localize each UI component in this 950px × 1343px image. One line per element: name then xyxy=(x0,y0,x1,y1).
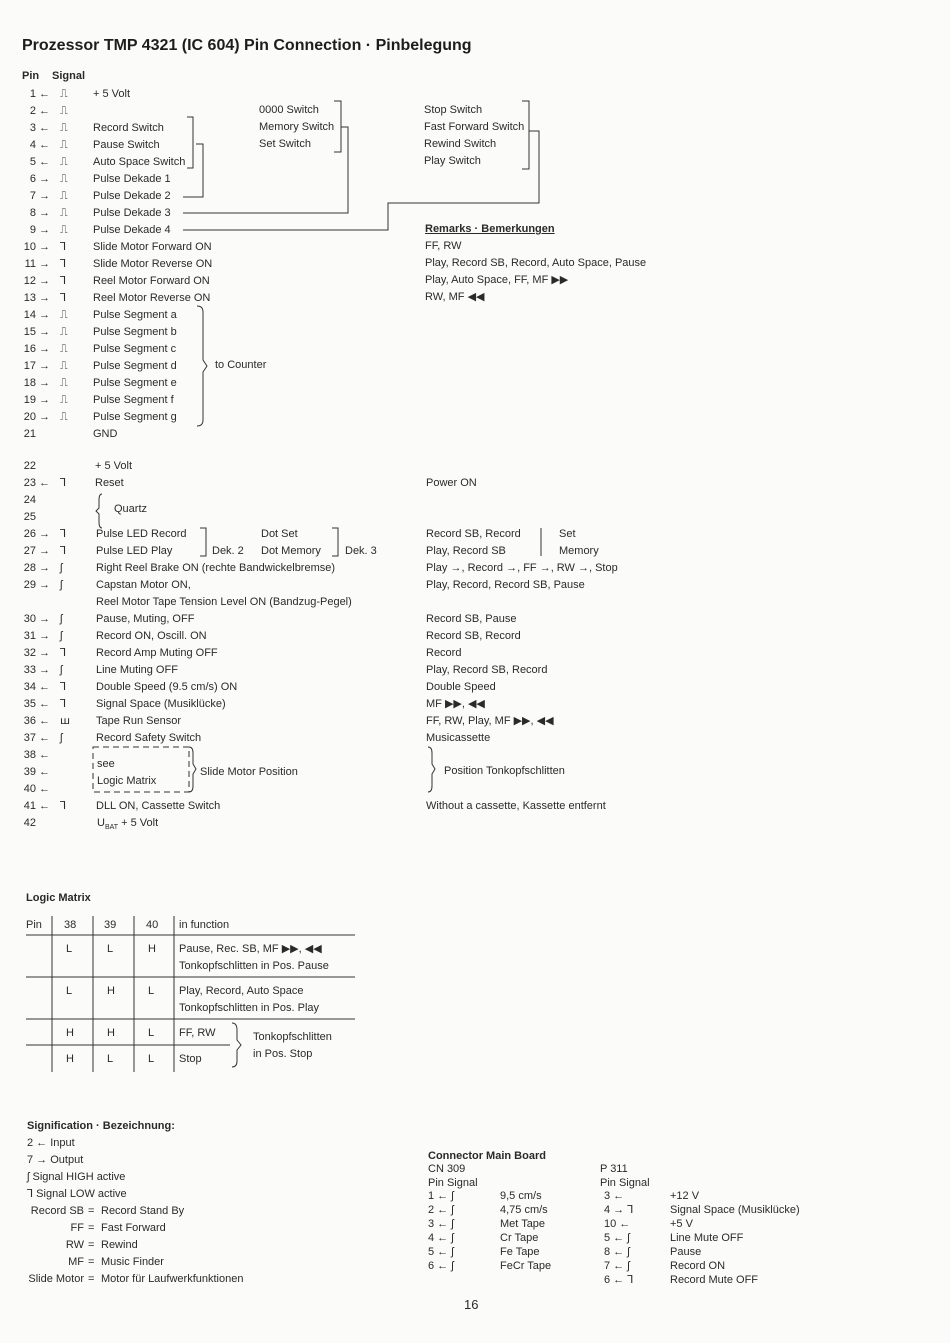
pin-direction-icon: → xyxy=(39,292,50,304)
pin-number: 33 xyxy=(23,664,36,676)
to-counter-label: to Counter xyxy=(215,359,267,371)
pin-number: 15 xyxy=(23,326,36,338)
pulse-signal-icon: ⎍ xyxy=(60,360,68,372)
pin-direction-icon: ← xyxy=(39,88,50,100)
pin-direction-icon: ← xyxy=(39,766,50,778)
pin-header: Pin xyxy=(22,70,40,82)
sig-line: 7 → Output xyxy=(27,1154,84,1166)
cn309-pin: 6 ← ʃ xyxy=(428,1260,454,1272)
signal-header: Signal xyxy=(52,70,86,82)
pin-number: 7 xyxy=(29,190,36,202)
slide-motor-position: Slide Motor Position xyxy=(200,766,298,778)
pin-number: 41 xyxy=(23,800,36,812)
remark-line: RW, MF ◀◀ xyxy=(425,291,485,303)
lm-header-40: 40 xyxy=(146,919,159,931)
memory-label: Memory xyxy=(559,545,599,557)
cn309-signal: Fe Tape xyxy=(500,1246,540,1258)
lm-header-39: 39 xyxy=(104,919,117,931)
pin-signal-label: Pulse Dekade 3 xyxy=(93,207,171,219)
pin-signal-label: Pause Switch xyxy=(93,139,160,151)
remark-line: Play, Record SB, Record, Auto Space, Pause xyxy=(425,257,647,269)
p311-pin: 4 → Ꞁ xyxy=(604,1204,634,1216)
remark-line: FF, RW xyxy=(425,240,462,252)
remark-line: Play, Auto Space, FF, MF ▶▶ xyxy=(425,274,569,286)
pin-direction-icon: ← xyxy=(39,749,50,761)
pin-direction-icon: → xyxy=(39,258,50,270)
page-number: 16 xyxy=(464,1297,479,1312)
ubat-line: $U_{BAT} + 5$ Volt xyxy=(97,817,159,832)
pin-signal-label: Reset xyxy=(95,477,124,489)
set-label: Set xyxy=(559,528,576,540)
p311-signal: Line Mute OFF xyxy=(670,1232,744,1244)
pulse-signal-icon: ⎍ xyxy=(60,309,68,321)
pulse-signal-icon: ʃ xyxy=(60,630,63,642)
logic-box-label: Logic Matrix xyxy=(97,775,157,787)
lm-function: Stop xyxy=(179,1053,202,1065)
cn309-pin: 1 ← ʃ xyxy=(428,1190,454,1202)
p311-signal: Record Mute OFF xyxy=(670,1274,759,1286)
cn309-signal: 4,75 cm/s xyxy=(500,1204,548,1216)
pin-number: 14 xyxy=(23,309,36,321)
pulse-signal-icon: ʃ xyxy=(60,613,63,625)
p311-signal: +12 V xyxy=(670,1190,700,1202)
pulse-signal-icon: ⎍ xyxy=(60,207,68,219)
pulse-signal-icon: ⎍ xyxy=(60,377,68,389)
lm-header-pin: Pin xyxy=(26,919,42,931)
cn309-pin: 2 ← ʃ xyxy=(428,1204,454,1216)
pulse-signal-icon: Ꞁ xyxy=(60,647,67,659)
pin-number: 24 xyxy=(23,494,36,506)
pulse-signal-icon: Ꞁ xyxy=(60,681,67,693)
pulse-signal-icon: ʃ xyxy=(60,579,63,591)
pin-number: 42 xyxy=(23,817,36,829)
quartz-label: Quartz xyxy=(114,503,148,515)
pin-direction-icon: ← xyxy=(39,715,50,727)
pin-number: 4 xyxy=(29,139,36,151)
lm-function-detail: Tonkopfschlitten in Pos. Play xyxy=(179,1002,320,1014)
logic-box-see: see xyxy=(97,758,115,770)
abbr-eq: = xyxy=(88,1239,95,1251)
pin-number: 16 xyxy=(23,343,36,355)
page-title: Prozessor TMP 4321 (IC 604) Pin Connection · Pinbelegung xyxy=(22,37,472,54)
cn309-signal: 9,5 cm/s xyxy=(500,1190,542,1202)
logic-matrix-title: Logic Matrix xyxy=(26,892,91,904)
pulse-signal-icon: ʃ xyxy=(60,562,63,574)
pin-signal-label: Pulse Segment g xyxy=(93,411,177,423)
pin-direction-icon: → xyxy=(39,377,50,389)
pin-direction-icon: → xyxy=(39,545,50,557)
lm-cell-39: H xyxy=(107,985,115,997)
pin-direction-icon: → xyxy=(39,647,50,659)
pin-number: 40 xyxy=(23,783,36,795)
sig-line: 2 ← Input xyxy=(27,1137,75,1149)
pin-number: 11 xyxy=(24,258,36,270)
cn309-pin: 3 ← ʃ xyxy=(428,1218,454,1230)
pulse-signal-icon: ⎍ xyxy=(60,139,68,151)
pin-direction-icon: ← xyxy=(39,477,50,489)
remark-line: MF ▶▶, ◀◀ xyxy=(426,698,485,710)
pulse-signal-icon: ⎍ xyxy=(60,105,68,117)
pulse-signal-icon: Ꞁ xyxy=(60,275,67,287)
pin-direction-icon: → xyxy=(39,579,50,591)
switch-memory: Memory Switch xyxy=(259,121,335,133)
pulse-signal-icon: Ꞁ xyxy=(60,258,67,270)
dek3-label: Dek. 3 xyxy=(345,545,377,557)
pin-number: 6 xyxy=(29,173,36,185)
p311-signal: Record ON xyxy=(670,1260,726,1272)
lm-cell-40: L xyxy=(148,985,155,997)
switch-0000: 0000 Switch xyxy=(259,104,319,116)
pin-number: 17 xyxy=(23,360,36,372)
lm-header-function: in function xyxy=(179,919,230,931)
pin-signal-label: Reel Motor Forward ON xyxy=(93,275,210,287)
pulse-signal-icon: Ꞁ xyxy=(60,800,67,812)
pulse-signal-icon: Ꞁ xyxy=(60,292,67,304)
pin-number: 19 xyxy=(23,394,36,406)
cn309-label: CN 309 xyxy=(428,1163,466,1175)
p311-signal: Signal Space (Musiklücke) xyxy=(670,1204,800,1216)
p311-label: P 311 xyxy=(600,1163,628,1175)
p311-pin: 6 ← Ꞁ xyxy=(604,1274,634,1286)
pulse-signal-icon: ⎍ xyxy=(60,190,68,202)
pin-signal-label: Pulse Segment b xyxy=(93,326,177,338)
abbr-eq: = xyxy=(88,1273,95,1285)
pin-number: 21 xyxy=(23,428,36,440)
pin-direction-icon: ← xyxy=(39,105,50,117)
pin-signal-label: Line Muting OFF xyxy=(96,664,178,676)
lm-brace-note1: Tonkopfschlitten xyxy=(253,1031,332,1043)
sig-line: ʃ Signal HIGH active xyxy=(27,1171,126,1183)
lm-cell-40: H xyxy=(148,943,156,955)
abbr-value: Fast Forward xyxy=(101,1222,166,1234)
lm-cell-38: L xyxy=(66,943,73,955)
pulse-signal-icon: Ꞁ xyxy=(60,477,67,489)
pin-number: 36 xyxy=(23,715,36,727)
pin-number: 23 xyxy=(23,477,36,489)
switch-stop: Stop Switch xyxy=(424,104,483,116)
pin-signal-label: Pulse Segment a xyxy=(93,309,177,321)
pin-signal-label: Pulse LED Play xyxy=(96,545,173,557)
pin-signal-label: Slide Motor Reverse ON xyxy=(93,258,213,270)
p311-signal: Pause xyxy=(670,1246,702,1258)
lm-cell-38: H xyxy=(66,1053,74,1065)
pin-number: 31 xyxy=(23,630,36,642)
pin-signal-label: Pulse Segment e xyxy=(93,377,177,389)
pin-direction-icon: ← xyxy=(39,156,50,168)
pin-direction-icon: → xyxy=(39,326,50,338)
pin-number: 2 xyxy=(29,105,36,117)
p311-pin: 5 ← ʃ xyxy=(604,1232,630,1244)
pin-direction-icon: → xyxy=(39,173,50,185)
switch-set: Set Switch xyxy=(259,138,311,150)
pin-signal-label: Pulse Dekade 1 xyxy=(93,173,171,185)
abbr-eq: = xyxy=(88,1222,95,1234)
remarks-heading: Remarks · Bemerkungen xyxy=(425,223,555,235)
pin-direction-icon: → xyxy=(39,309,50,321)
remark-line: Musicassette xyxy=(426,732,491,744)
lm-cell-38: H xyxy=(66,1027,74,1039)
lm-function: Pause, Rec. SB, MF ▶▶, ◀◀ xyxy=(179,943,322,955)
pin-direction-icon: → xyxy=(39,562,50,574)
lm-cell-39: H xyxy=(107,1027,115,1039)
pin-number: 22 xyxy=(23,460,36,472)
pin-direction-icon: → xyxy=(39,394,50,406)
abbr-value: Motor für Laufwerkfunktionen xyxy=(101,1273,244,1285)
pin-signal-label: Slide Motor Forward ON xyxy=(93,241,212,253)
abbr-key: Record SB xyxy=(30,1205,84,1217)
remark-line: Play, Record, Record SB, Pause xyxy=(426,579,585,591)
pin-signal-label: Pause, Muting, OFF xyxy=(96,613,195,625)
pin-direction-icon: ← xyxy=(39,681,50,693)
lm-function-detail: Tonkopfschlitten in Pos. Pause xyxy=(179,960,329,972)
pin-signal-label: Right Reel Brake ON (rechte Bandwickelbremse) xyxy=(96,562,336,574)
pin-number: 12 xyxy=(23,275,36,287)
lm-cell-38: L xyxy=(66,985,73,997)
pulse-signal-icon: ⎍ xyxy=(60,224,68,236)
pin-signal-label: Double Speed (9.5 cm/s) ON xyxy=(96,681,238,693)
pin-number: 30 xyxy=(23,613,36,625)
pin-signal-label: Tape Run Sensor xyxy=(96,715,181,727)
pin-direction-icon: → xyxy=(39,664,50,676)
pin-signal-label: Pulse Segment f xyxy=(93,394,174,406)
pin-signal-label: DLL ON, Cassette Switch xyxy=(96,800,221,812)
pin-direction-icon: → xyxy=(39,343,50,355)
abbr-value: Rewind xyxy=(101,1239,138,1251)
pin-direction-icon: → xyxy=(39,630,50,642)
pin-number: 5 xyxy=(29,156,36,168)
pin-signal-label: Pulse Segment d xyxy=(93,360,177,372)
remark-line: Record SB, Pause xyxy=(426,613,517,625)
pin-number: 35 xyxy=(23,698,36,710)
pulse-signal-icon: Ꞁ xyxy=(60,528,67,540)
cn309-signal: Cr Tape xyxy=(500,1232,539,1244)
pulse-signal-icon: ʃ xyxy=(60,732,63,744)
p311-pin: 7 ← ʃ xyxy=(604,1260,630,1272)
pin-signal-label: + 5 Volt xyxy=(93,88,131,100)
connector-title: Connector Main Board xyxy=(428,1150,546,1162)
abbr-value: Music Finder xyxy=(101,1256,164,1268)
pin-number: 1 xyxy=(29,88,36,100)
pin-direction-icon: ← xyxy=(39,800,50,812)
pulse-signal-icon: Ꞁ xyxy=(60,241,67,253)
pin-signal-label: Capstan Motor ON, xyxy=(96,579,191,591)
pin-direction-icon: → xyxy=(39,241,50,253)
position-tonkopf: Position Tonkopfschlitten xyxy=(444,765,565,777)
abbr-value: Record Stand By xyxy=(101,1205,185,1217)
pin-signal-label: Signal Space (Musiklücke) xyxy=(96,698,226,710)
pin-direction-icon: → xyxy=(39,275,50,287)
remark-line: Play, Record SB, Record xyxy=(426,664,548,676)
lm-function: Play, Record, Auto Space xyxy=(179,985,304,997)
pin-direction-icon: → xyxy=(39,207,50,219)
pin-signal-label: Pulse Dekade 4 xyxy=(93,224,171,236)
pulse-signal-icon: ⎍ xyxy=(60,343,68,355)
pulse-signal-icon: ⎍ xyxy=(60,394,68,406)
lm-cell-39: L xyxy=(107,943,114,955)
pin-signal-label: GND xyxy=(93,428,118,440)
pin-number: 37 xyxy=(23,732,36,744)
abbr-eq: = xyxy=(88,1205,95,1217)
pin-direction-icon: ← xyxy=(39,783,50,795)
pin-number: 26 xyxy=(23,528,36,540)
pin-number: 13 xyxy=(23,292,36,304)
pin-number: 8 xyxy=(29,207,36,219)
pin-signal-label: Pulse LED Record xyxy=(96,528,187,540)
abbr-eq: = xyxy=(88,1256,95,1268)
p311-pin: 10 ← xyxy=(604,1218,631,1230)
abbr-key: FF xyxy=(70,1222,84,1234)
pin-direction-icon: ← xyxy=(39,139,50,151)
pin-direction-icon: → xyxy=(39,528,50,540)
lm-brace-note2: in Pos. Stop xyxy=(253,1048,313,1060)
pulse-signal-icon: ⎍ xyxy=(60,122,68,134)
cn309-pin: 4 ← ʃ xyxy=(428,1232,454,1244)
pin-number: 20 xyxy=(23,411,36,423)
pulse-signal-icon: ⎍ xyxy=(60,88,68,100)
sig-line: Ꞁ Signal LOW active xyxy=(27,1188,127,1200)
pin-number: 29 xyxy=(23,579,36,591)
dot-set-label: Dot Set xyxy=(261,528,298,540)
pin-direction-icon: ← xyxy=(39,732,50,744)
pin-number: 3 xyxy=(29,122,36,134)
dot-memory-label: Dot Memory xyxy=(261,545,321,557)
pulse-signal-icon: ⎍ xyxy=(60,326,68,338)
pin-number: 25 xyxy=(23,511,36,523)
pin-number: 18 xyxy=(23,377,36,389)
cn309-pin-signal: Pin Signal xyxy=(428,1177,478,1189)
pin-number: 27 xyxy=(23,545,36,557)
pin-signal-label: Pulse Segment c xyxy=(93,343,177,355)
lm-header-38: 38 xyxy=(64,919,77,931)
pin-number: 34 xyxy=(23,681,36,693)
remark-line: Play, Record SB xyxy=(426,545,506,557)
pin-direction-icon: → xyxy=(39,613,50,625)
p311-pin-signal: Pin Signal xyxy=(600,1177,650,1189)
pin-signal-label: + 5 Volt xyxy=(95,460,133,472)
p311-pin: 3 ← xyxy=(604,1190,625,1202)
lm-cell-40: L xyxy=(148,1027,155,1039)
p311-signal: +5 V xyxy=(670,1218,693,1230)
pin-number: 32 xyxy=(23,647,36,659)
cn309-pin: 5 ← ʃ xyxy=(428,1246,454,1258)
cn309-signal: FeCr Tape xyxy=(500,1260,552,1272)
pin-direction-icon: → xyxy=(39,190,50,202)
lm-cell-39: L xyxy=(107,1053,114,1065)
pin-direction-icon: → xyxy=(39,411,50,423)
remark-line: FF, RW, Play, MF ▶▶, ◀◀ xyxy=(426,715,554,727)
pulse-signal-icon: ꟺ xyxy=(60,715,71,727)
signification-title: Signification · Bezeichnung: xyxy=(27,1120,175,1132)
pulse-signal-icon: ʃ xyxy=(60,664,63,676)
power-on-remark: Power ON xyxy=(426,477,477,489)
pulse-signal-icon: ⎍ xyxy=(60,173,68,185)
pin-direction-icon: → xyxy=(39,224,50,236)
pin-signal-label: Reel Motor Tape Tension Level ON (Bandzug-Pegel) xyxy=(96,596,352,608)
pin-direction-icon: ← xyxy=(39,122,50,134)
remark-line: Record xyxy=(426,647,462,659)
pin-signal-label: Record Amp Muting OFF xyxy=(96,647,218,659)
lm-cell-40: L xyxy=(148,1053,155,1065)
pin-number: 9 xyxy=(29,224,36,236)
switch-rewind: Rewind Switch xyxy=(424,138,497,150)
pin-signal-label: Record Switch xyxy=(93,122,164,134)
switch-ff: Fast Forward Switch xyxy=(424,121,525,133)
pin-number: 38 xyxy=(23,749,36,761)
pin-signal-label: Reel Motor Reverse ON xyxy=(93,292,211,304)
remark-line: Record SB, Record xyxy=(426,528,521,540)
pulse-signal-icon: ⎍ xyxy=(60,411,68,423)
abbr-key: MF xyxy=(68,1256,84,1268)
pin-signal-label: Record ON, Oscill. ON xyxy=(96,630,207,642)
switch-play: Play Switch xyxy=(424,155,481,167)
pin-number: 10 xyxy=(23,241,36,253)
pulse-signal-icon: ⎍ xyxy=(60,156,68,168)
abbr-key: RW xyxy=(65,1239,84,1251)
pin-signal-label: Auto Space Switch xyxy=(93,156,186,168)
remark-line: Record SB, Record xyxy=(426,630,521,642)
pin-direction-icon: → xyxy=(39,360,50,372)
pulse-signal-icon: Ꞁ xyxy=(60,545,67,557)
remark-line: Play →, Record →, FF →, RW →, Stop xyxy=(426,562,618,574)
lm-function: FF, RW xyxy=(179,1027,216,1039)
pin-number: 28 xyxy=(23,562,36,574)
abbr-key: Slide Motor xyxy=(28,1273,84,1285)
pin-signal-label: Record Safety Switch xyxy=(96,732,202,744)
pin-direction-icon: ← xyxy=(39,698,50,710)
p311-pin: 8 ← ʃ xyxy=(604,1246,630,1258)
pin-number: 39 xyxy=(23,766,36,778)
remark-line: Double Speed xyxy=(426,681,496,693)
pin-signal-label: Pulse Dekade 2 xyxy=(93,190,171,202)
remark-line: Without a cassette, Kassette entfernt xyxy=(426,800,606,812)
dek2-label: Dek. 2 xyxy=(212,545,244,557)
cn309-signal: Met Tape xyxy=(500,1218,546,1230)
pulse-signal-icon: Ꞁ xyxy=(60,698,67,710)
